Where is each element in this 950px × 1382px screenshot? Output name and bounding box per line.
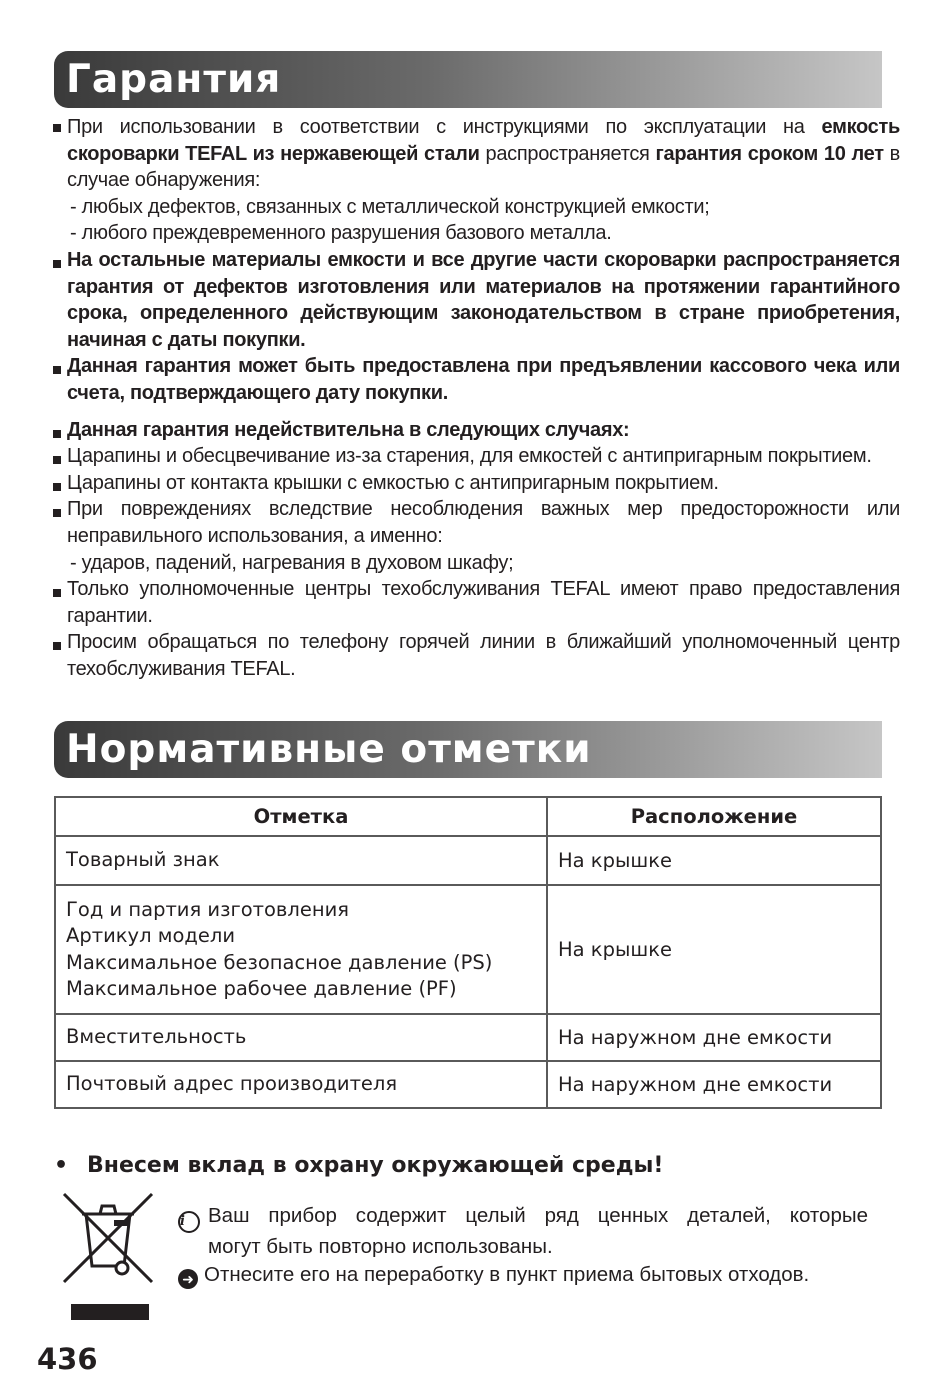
warranty-paragraph-other-parts: На остальные материалы емкости и все другие части скороварки распространяется гарантия от дефектов изготовления или материалов на протяжении гарантийного срока, определенного действующим законодательством в стране приобретения, начиная с даты покупки. xyxy=(52,247,900,353)
column-header-mark: Отметка xyxy=(55,797,547,836)
environment-text xyxy=(178,1202,868,1289)
warranty-paragraph-service-centers: Только уполномоченные центры техобслуживания TEFAL имеют право предоставления гарантии. xyxy=(52,576,900,629)
environment-heading: • Внесем вклад в охрану окружающей среды! xyxy=(54,1153,664,1178)
warranty-dash-item-corrosion: - любого преждевременного разрушения базового металла. xyxy=(70,222,612,245)
square-bullet-icon xyxy=(53,260,61,268)
warranty-paragraph-exclusions-heading: Данная гарантия недействительна в следующих случаях: xyxy=(52,417,900,444)
table-row xyxy=(55,836,881,885)
table-cell-mark: Товарный знак xyxy=(55,836,547,885)
table-cell-mark: Вместительность xyxy=(55,1014,547,1061)
arrow-right-icon: ➜ xyxy=(178,1269,198,1289)
warranty-paragraph-hotline: Просим обращаться по телефону горячей линии в ближайший уполномоченный центр техобслуживания TEFAL. xyxy=(52,629,900,682)
warranty-body xyxy=(52,114,900,682)
bin-underline-bar xyxy=(71,1304,149,1320)
crossed-out-wheelie-bin-icon xyxy=(60,1190,156,1286)
table-row xyxy=(55,885,881,1014)
warranty-paragraph-steel-bowl: При использовании в соответствии с инструкциями по эксплуатации на емкость скороварки TEFAL из нержавеющей стали распространяется гарантия сроком 10 лет в случае обнаружения: xyxy=(52,114,900,194)
square-bullet-icon xyxy=(53,124,61,132)
square-bullet-icon xyxy=(53,509,61,517)
table-cell-mark: Год и партия изготовления Артикул модели Максимальное безопасное давление (PS) Максимальное рабочее давление (PF) xyxy=(55,885,547,1014)
recyclable-parts-note: i Ваш прибор содержит целый ряд ценных деталей, которые xyxy=(178,1202,868,1233)
table-cell-location: На наружном дне емкости xyxy=(547,1061,881,1108)
warranty-dash-item-defects: - любых дефектов, связанных с металлической конструкцией емкости; xyxy=(70,195,710,218)
table-cell-location: На крышке xyxy=(547,885,881,1014)
square-bullet-icon xyxy=(53,483,61,491)
table-row xyxy=(55,1014,881,1061)
info-icon: i xyxy=(178,1211,200,1233)
column-header-location: Расположение xyxy=(547,797,881,836)
regulatory-marks-table xyxy=(54,796,882,1109)
warranty-paragraph-scratches-lid: Царапины от контакта крышки с емкостью с антипригарным покрытием. xyxy=(52,470,900,497)
page-number: 436 xyxy=(37,1342,98,1376)
warranty-paragraph-scratches-aging: Царапины и обесцвечивание из-за старения, для емкостей с антипригарным покрытием. xyxy=(52,443,900,470)
table-cell-location: На крышке xyxy=(547,836,881,885)
bullet-dot: • xyxy=(54,1153,69,1178)
warranty-dash-item-impacts: - ударов, падений, нагревания в духовом шкафу; xyxy=(70,551,514,574)
recyclable-parts-note-line2: могут быть повторно использованы. xyxy=(208,1235,553,1258)
warranty-paragraph-receipt: Данная гарантия может быть предоставлена при предъявлении кассового чека или счета, подтверждающего дату покупки. xyxy=(52,353,900,406)
warranty-section-title: Гарантия xyxy=(54,51,882,108)
regulatory-section-title: Нормативные отметки xyxy=(54,721,882,778)
warranty-paragraph-misuse: При повреждениях вследствие несоблюдения важных мер предосторожности или неправильного использования, а именно: xyxy=(52,496,900,549)
square-bullet-icon xyxy=(53,366,61,374)
square-bullet-icon xyxy=(53,589,61,597)
table-header-row xyxy=(55,797,881,836)
table-cell-mark: Почтовый адрес производителя xyxy=(55,1061,547,1108)
table-row xyxy=(55,1061,881,1108)
table-cell-location: На наружном дне емкости xyxy=(547,1014,881,1061)
square-bullet-icon xyxy=(53,642,61,650)
square-bullet-icon xyxy=(53,430,61,438)
square-bullet-icon xyxy=(53,456,61,464)
recycling-instruction: ➜ Отнесите его на переработку в пункт приема бытовых отходов. xyxy=(178,1261,868,1289)
